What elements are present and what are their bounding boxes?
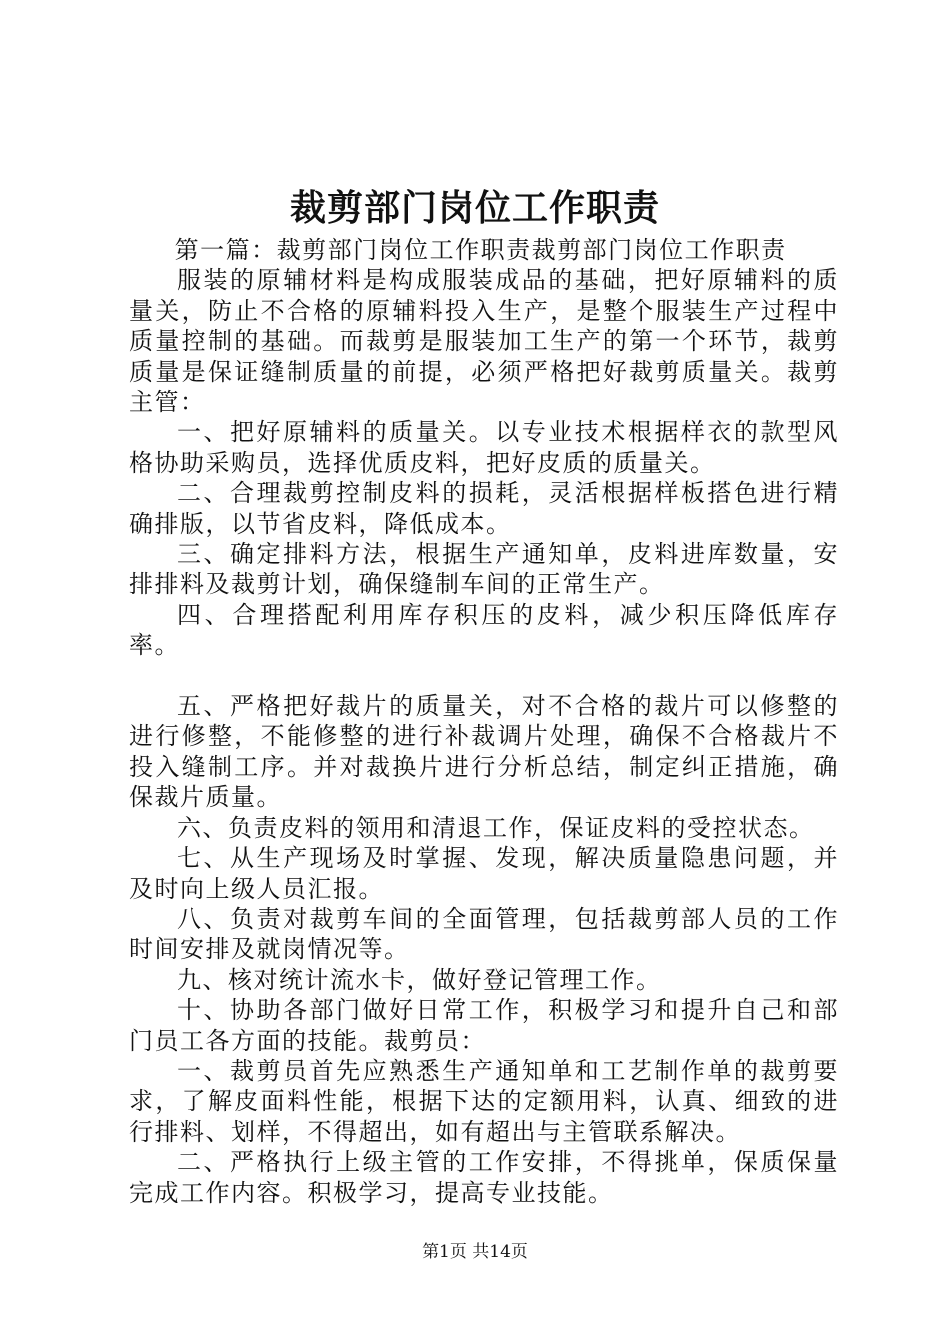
paragraph-supervisor-duty-4: 四、合理搭配利用库存积压的皮料，减少积压降低库存率。 xyxy=(129,600,839,660)
page-footer: 第1页 共14页 xyxy=(422,1242,528,1262)
paragraph-supervisor-duty-9: 九、核对统计流水卡，做好登记管理工作。 xyxy=(177,965,662,994)
document-title: 裁剪部门岗位工作职责 xyxy=(289,187,660,229)
paragraph-cutter-duty-1: 一、裁剪员首先应熟悉生产通知单和工艺制作单的裁剪要求，了解皮面料性能，根据下达的定额用料，认真、细致的进行排料、划样，不得超出，如有超出与主管联系解决。 xyxy=(129,1056,839,1146)
paragraph-supervisor-duty-3: 三、确定排料方法，根据生产通知单，皮料进库数量，安排排料及裁剪计划，确保缝制车间的正常生产。 xyxy=(129,540,839,599)
paragraph-supervisor-duty-6: 六、负责皮料的领用和清退工作，保证皮料的受控状态。 xyxy=(177,813,815,842)
paragraph-supervisor-duty-10: 十、协助各部门做好日常工作，积极学习和提升自己和部门员工各方面的技能。裁剪员： xyxy=(129,996,839,1055)
paragraph-cutter-duty-2: 二、严格执行上级主管的工作安排，不得挑单，保质保量完成工作内容。积极学习，提高专业技能。 xyxy=(129,1148,839,1207)
paragraph-chapter-heading: 第一篇：裁剪部门岗位工作职责裁剪部门岗位工作职责 xyxy=(174,236,787,264)
paragraph-supervisor-duty-1: 一、把好原辅料的质量关。以专业技术根据样衣的款型风格协助采购员，选择优质皮料，把好皮质的质量关。 xyxy=(129,418,839,477)
paragraph-intro: 服装的原辅材料是构成服装成品的基础，把好原辅料的质量关，防止不合格的原辅料投入生产，是整个服装生产过程中质量控制的基础。而裁剪是服装加工生产的第一个环节，裁剪质量是保证缝制质量的前提，必须严格把好裁剪质量关。裁剪主管： xyxy=(129,266,839,417)
paragraph-supervisor-duty-5: 五、严格把好裁片的质量关，对不合格的裁片可以修整的进行修整，不能修整的进行补裁调片处理，确保不合格裁片不投入缝制工序。并对裁换片进行分析总结，制定纠正措施，确保裁片质量。 xyxy=(129,692,839,812)
document-body xyxy=(129,235,839,1208)
paragraph-supervisor-duty-8: 八、负责对裁剪车间的全面管理，包括裁剪部人员的工作时间安排及就岗情况等。 xyxy=(129,904,839,964)
paragraph-supervisor-duty-7: 七、从生产现场及时掌握、发现，解决质量隐患问题，并及时向上级人员汇报。 xyxy=(129,844,839,903)
paragraph-supervisor-duty-2: 二、合理裁剪控制皮料的损耗，灵活根据样板搭色进行精确排版，以节省皮料，降低成本。 xyxy=(129,479,839,538)
blank-line xyxy=(129,661,839,691)
